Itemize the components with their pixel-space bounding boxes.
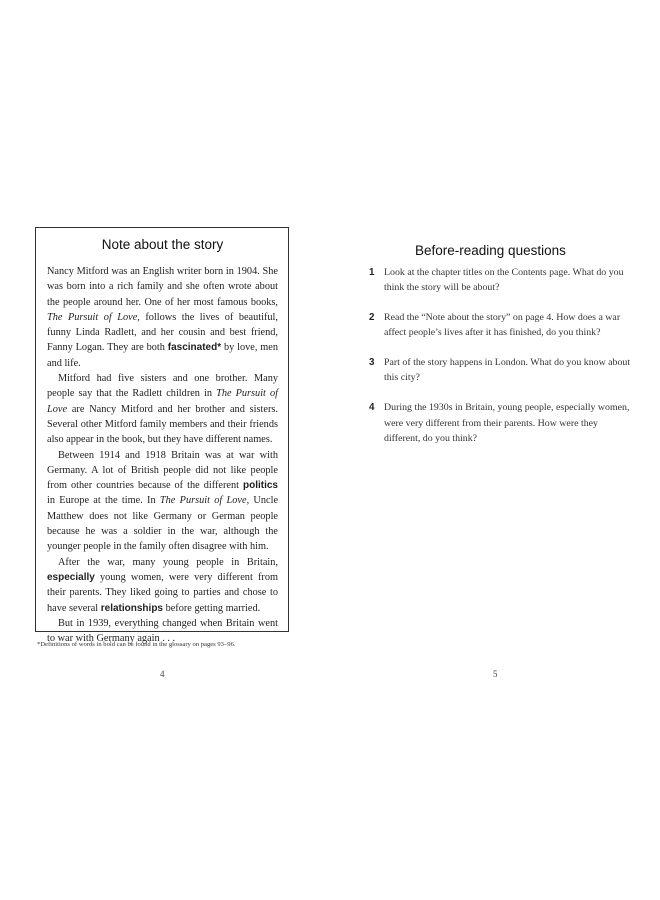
question-item xyxy=(369,355,631,386)
text-run: , Uncle Matthew does not like Germany or German people because he was a soldier in the war, although the younger people in the family often disagree with him. xyxy=(47,495,279,553)
question-item xyxy=(369,310,631,341)
note-body xyxy=(47,264,278,646)
question-text: Read the “Note about the story” on page 4. How does a war affect people’s lives after it has finished, do you think? xyxy=(384,312,621,339)
questions-title: Before-reading questions xyxy=(415,243,566,258)
book-title: The Pursuit of Love xyxy=(47,311,138,323)
page-number-right: 5 xyxy=(493,669,498,679)
question-text: During the 1930s in Britain, young people, especially women, were very different from their parents. How were they different, do you think? xyxy=(384,402,630,444)
text-run: Mitford had five sisters and one brother. Many people say that the Radlett children in xyxy=(47,373,278,400)
glossary-word: fascinated* xyxy=(167,342,222,354)
note-paragraph xyxy=(47,555,278,616)
question-number: 4 xyxy=(369,402,375,414)
text-run: After the war, many young people in Britain, xyxy=(58,556,278,568)
glossary-word: especially xyxy=(47,571,95,583)
book-title: The Pursuit of Love xyxy=(47,388,278,415)
question-number: 3 xyxy=(369,357,375,369)
page-number-left: 4 xyxy=(160,669,165,679)
note-paragraph xyxy=(47,371,278,447)
text-run: in Europe at the time. In xyxy=(47,495,160,507)
note-paragraph xyxy=(47,448,278,555)
glossary-word: relationships xyxy=(100,602,163,614)
text-run: by love, men and life. xyxy=(47,342,278,369)
text-run: But in 1939, everything changed when Britain went to war with Germany again . . . xyxy=(47,617,278,645)
question-item xyxy=(369,265,631,296)
book-title: The Pursuit of Love xyxy=(159,495,247,507)
text-run: Nancy Mitford was an English writer born in 1904. She was born into a rich family and she often wrote about the people around her. One of her most famous books, xyxy=(47,266,278,308)
question-text: Look at the chapter titles on the Contents page. What do you think the story will be about? xyxy=(384,267,624,294)
text-run: Between 1914 and 1918 Britain was at war with Germany. A lot of British people did not like people from other countries because of the different xyxy=(47,449,278,492)
question-item xyxy=(369,400,631,446)
text-run: young women, were very different from their parents. They liked going to parties and chose to have several xyxy=(47,571,278,614)
note-paragraph xyxy=(47,264,278,371)
questions-list xyxy=(369,265,631,461)
question-number: 1 xyxy=(369,267,375,278)
text-run: before getting married. xyxy=(163,602,261,614)
question-text: Part of the story happens in London. What do you know about this city? xyxy=(384,357,631,384)
glossary-word: politics xyxy=(242,480,278,492)
right-page xyxy=(330,0,660,900)
footnote: *Definitions of words in bold can be found in the glossary on pages 93–96. xyxy=(37,641,236,648)
note-title: Note about the story xyxy=(101,237,224,252)
text-run: , follows the lives of beautiful, funny Linda Radlett, and her cousin and best friend, Fanny Logan. They are both xyxy=(47,311,278,354)
question-number: 2 xyxy=(369,312,375,324)
text-run: are Nancy Mitford and her brother and sisters. Several other Mitford family members and their friends also appear in the book, but they have different names. xyxy=(47,403,278,446)
